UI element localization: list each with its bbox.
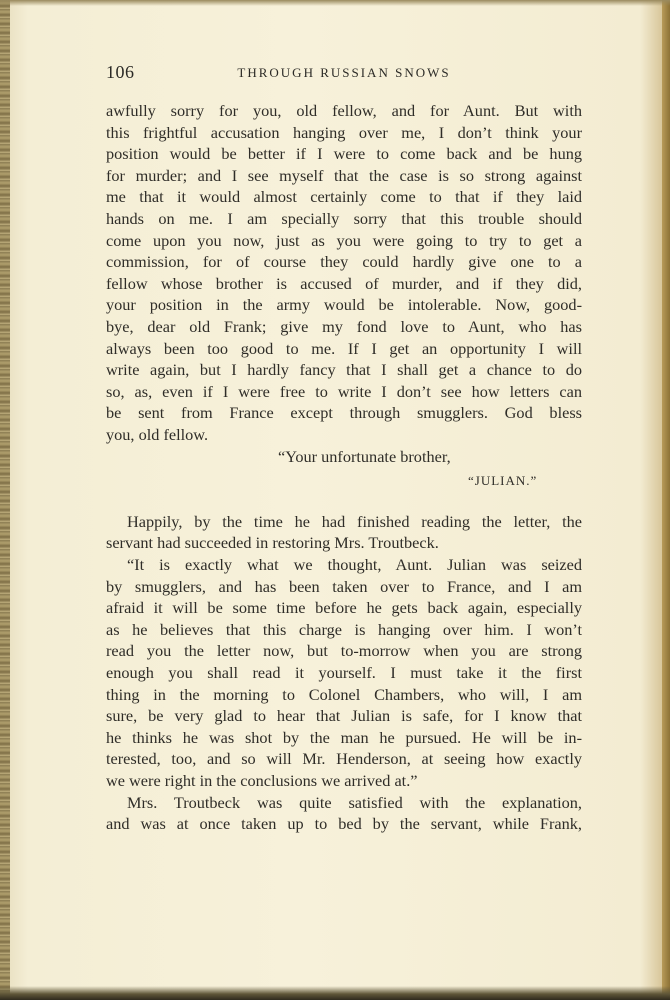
page-number: 106 — [106, 62, 135, 82]
page-top-edge — [0, 0, 670, 6]
text-line: commission, for of course they could hardly give one to a — [106, 252, 582, 271]
text-line: as he believes that this charge is hanging over him. I won’t — [106, 620, 582, 639]
letter-signature: “JULIAN.” — [468, 473, 538, 488]
text-line: thing in the morning to Colonel Chambers, who will, I am — [106, 685, 582, 704]
page-right-edge — [662, 0, 670, 1000]
text-line: read you the letter now, but to-morrow when you are strong — [106, 641, 582, 660]
text-line: always been too good to me. If I get an opportunity I will — [106, 339, 582, 358]
text-line: awfully sorry for you, old fellow, and for Aunt. But with — [106, 101, 582, 120]
running-header — [106, 62, 582, 86]
text-line: for murder; and I see myself that the case is so strong against — [106, 166, 582, 185]
text-line: sure, be very glad to hear that Julian is safe, for I know that — [106, 706, 582, 725]
text-line: me that it would almost certainly come to that if they laid — [106, 187, 582, 206]
paragraph-start-line: Happily, by the time he had finished reading the letter, the — [127, 512, 582, 531]
text-line: position would be better if I were to come back and be hung — [106, 144, 582, 163]
text-line: write again, but I hardly fancy that I shall get a chance to do — [106, 360, 582, 379]
text-line: fellow whose brother is accused of murder, and if they did, — [106, 274, 582, 293]
text-line: enough you shall read it yourself. I must take it the first — [106, 663, 582, 682]
paragraph-start-line: Mrs. Troutbeck was quite satisfied with the explanation, — [127, 793, 582, 812]
text-line: he thinks he was shot by the man he pursued. He will be in- — [106, 728, 582, 747]
text-line: we were right in the conclusions we arrived at.” — [106, 771, 418, 790]
letter-closing: “Your unfortunate brother, — [278, 447, 451, 466]
page-binding-edge — [0, 0, 10, 1000]
text-line: bye, dear old Frank; give my fond love to Aunt, who has — [106, 317, 582, 336]
text-line: be sent from France except through smugglers. God bless — [106, 403, 582, 422]
text-line: servant had succeeded in restoring Mrs. Troutbeck. — [106, 533, 439, 552]
text-line: your position in the army would be intolerable. Now, good- — [106, 295, 582, 314]
text-line: by smugglers, and has been taken over to France, and I am — [106, 577, 582, 596]
text-line: terested, too, and so will Mr. Henderson, at seeing how exactly — [106, 749, 582, 768]
text-line: and was at once taken up to bed by the servant, while Frank, — [106, 814, 582, 833]
text-line: you, old fellow. — [106, 425, 209, 444]
text-line: afraid it will be some time before he gets back again, especially — [106, 598, 582, 617]
text-line: hands on me. I am specially sorry that this trouble should — [106, 209, 582, 228]
text-line: so, as, even if I were free to write I don’t see how letters can — [106, 382, 582, 401]
text-line: come upon you now, just as you were going to try to get a — [106, 231, 582, 250]
paragraph-start-line: “It is exactly what we thought, Aunt. Julian was seized — [127, 555, 582, 574]
page-bottom-edge — [0, 986, 670, 1000]
running-title: THROUGH RUSSIAN SNOWS — [237, 65, 451, 80]
text-line: this frightful accusation hanging over me, I don’t think your — [106, 123, 582, 142]
